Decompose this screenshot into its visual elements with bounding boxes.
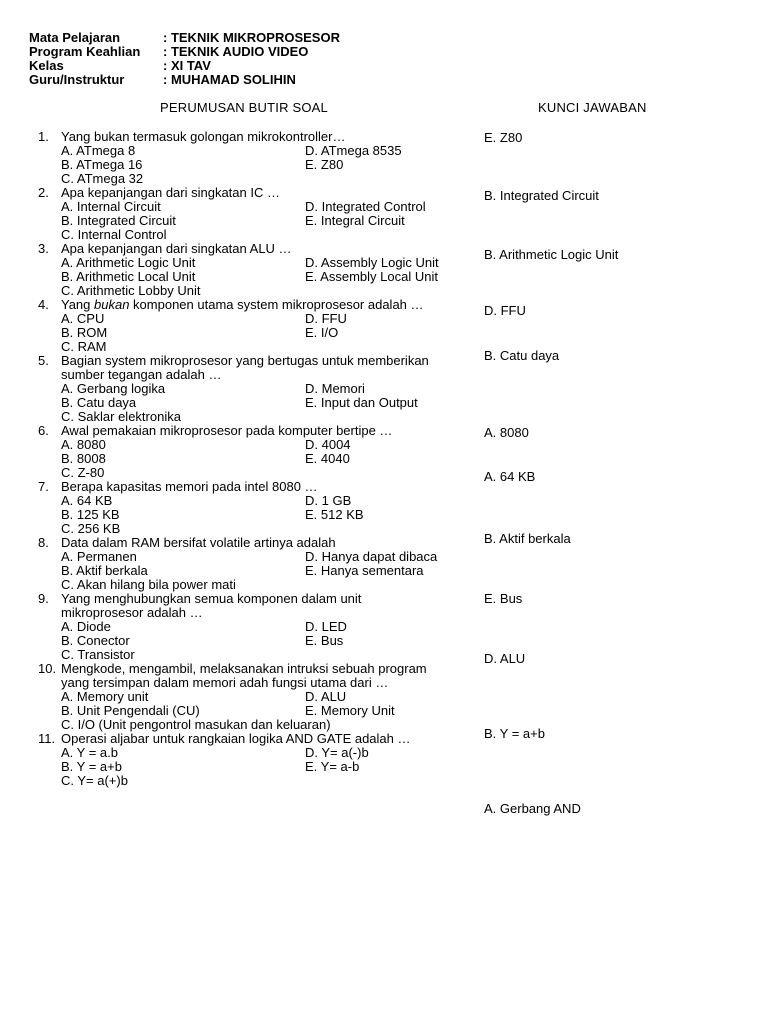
option-right: D. ALU	[305, 689, 347, 704]
document-header	[29, 31, 340, 87]
option-right: D. LED	[305, 619, 347, 634]
question-item	[38, 186, 468, 242]
option-left: A. Memory unit	[61, 689, 149, 704]
question-text: Bagian system mikroprosesor yang bertugas untuk memberikan	[61, 353, 429, 368]
option-row	[38, 620, 468, 634]
header-label: Mata Pelajaran	[29, 30, 121, 45]
header-value: : XI TAV	[163, 58, 211, 73]
option-right: E. 4040	[305, 451, 350, 466]
question-text-continued: sumber tegangan adalah …	[61, 367, 222, 382]
option-left: A. ATmega 8	[61, 143, 136, 158]
question-number: 11.	[38, 731, 56, 746]
option-row	[38, 200, 468, 214]
option-row	[38, 158, 468, 172]
question-number: 3.	[38, 241, 49, 256]
option-left: A. 8080	[61, 437, 106, 452]
option-right: E. Y= a-b	[305, 759, 360, 774]
question-item	[38, 242, 468, 298]
option-left: A. Diode	[61, 619, 111, 634]
option-right: D. Hanya dapat dibaca	[305, 549, 438, 564]
option-right: D. ATmega 8535	[305, 143, 402, 158]
question-number: 10.	[38, 661, 57, 676]
question-item	[38, 732, 468, 788]
option-row	[38, 718, 468, 732]
option-left: B. Conector	[61, 633, 130, 648]
option-row	[38, 172, 468, 186]
option-left: C. Z-80	[61, 465, 105, 480]
option-right: D. 4004	[305, 437, 351, 452]
question-line	[38, 536, 468, 550]
answers-heading: KUNCI JAWABAN	[538, 100, 647, 115]
question-text: Yang menghubungkan semua komponen dalam unit	[61, 591, 362, 606]
questions-heading: PERUMUSAN BUTIR SOAL	[160, 100, 328, 115]
option-left: A. Permanen	[61, 549, 137, 564]
question-number: 1.	[38, 129, 49, 144]
option-row	[38, 760, 468, 774]
option-left: C. Akan hilang bila power mati	[61, 577, 236, 592]
option-right: E. Memory Unit	[305, 703, 395, 718]
answer-key-item: E. Z80	[484, 130, 523, 145]
option-left: B. ATmega 16	[61, 157, 143, 172]
question-line	[38, 298, 468, 312]
question-number: 8.	[38, 535, 49, 550]
header-label: Kelas	[29, 58, 64, 73]
option-left: C. ATmega 32	[61, 171, 144, 186]
option-right: E. Assembly Local Unit	[305, 269, 438, 284]
option-row	[38, 690, 468, 704]
question-line	[38, 186, 468, 200]
question-line	[38, 424, 468, 438]
answer-key-item: B. Y = a+b	[484, 726, 545, 741]
question-item	[38, 592, 468, 662]
option-row	[38, 270, 468, 284]
option-left: B. Unit Pengendali (CU)	[61, 703, 200, 718]
option-right: D. Assembly Logic Unit	[305, 255, 439, 270]
question-text-continued: yang tersimpan dalam memori adah fungsi utama dari …	[61, 675, 389, 690]
option-left: B. Aktif berkala	[61, 563, 148, 578]
header-row-class	[29, 59, 340, 73]
question-text: Data dalam RAM bersifat volatile artinya adalah	[61, 535, 336, 550]
question-number: 4.	[38, 297, 49, 312]
option-left: B. 8008	[61, 451, 106, 466]
option-right: D. 1 GB	[305, 493, 352, 508]
option-right: D. Memori	[305, 381, 365, 396]
option-row	[38, 634, 468, 648]
question-line	[38, 662, 468, 676]
question-item	[38, 480, 468, 536]
question-number: 2.	[38, 185, 49, 200]
answer-key-item: E. Bus	[484, 591, 523, 606]
question-text-continued: mikroprosesor adalah …	[61, 605, 203, 620]
option-left: A. CPU	[61, 311, 105, 326]
question-line	[38, 592, 468, 606]
question-item	[38, 130, 468, 186]
option-row	[38, 396, 468, 410]
answer-key-item: A. 64 KB	[484, 469, 536, 484]
question-text: Operasi aljabar untuk rangkaian logika AND GATE adalah …	[61, 731, 411, 746]
question-item	[38, 424, 468, 480]
answer-key-item: A. Gerbang AND	[484, 801, 581, 816]
question-text: Awal pemakaian mikroprosesor pada komputer bertipe …	[61, 423, 393, 438]
answer-key-item: B. Integrated Circuit	[484, 188, 599, 203]
option-left: B. Y = a+b	[61, 759, 122, 774]
answer-key-item: A. 8080	[484, 425, 529, 440]
option-right: D. Y= a(-)b	[305, 745, 369, 760]
question-line	[38, 242, 468, 256]
option-row	[38, 256, 468, 270]
question-line	[38, 130, 468, 144]
option-right: D. FFU	[305, 311, 347, 326]
header-row-subject	[29, 31, 340, 45]
header-label: Guru/Instruktur	[29, 72, 125, 87]
option-row	[38, 312, 468, 326]
option-left: A. Gerbang logika	[61, 381, 166, 396]
question-item	[38, 354, 468, 424]
option-row	[38, 438, 468, 452]
option-row	[38, 466, 468, 480]
answer-key-item: D. FFU	[484, 303, 526, 318]
question-item	[38, 662, 468, 732]
option-row	[38, 326, 468, 340]
option-left: B. Arithmetic Local Unit	[61, 269, 196, 284]
option-row	[38, 340, 468, 354]
answer-key-item: B. Arithmetic Logic Unit	[484, 247, 619, 262]
option-row	[38, 578, 468, 592]
answer-key-item: D. ALU	[484, 651, 526, 666]
option-row	[38, 452, 468, 466]
header-label: Program Keahlian	[29, 44, 141, 59]
answer-key-item: B. Aktif berkala	[484, 531, 571, 546]
option-left: C. Internal Control	[61, 227, 167, 242]
option-left: B. ROM	[61, 325, 108, 340]
option-row	[38, 494, 468, 508]
option-row	[38, 214, 468, 228]
option-left: A. 64 KB	[61, 493, 113, 508]
option-row	[38, 564, 468, 578]
option-right: D. Integrated Control	[305, 199, 426, 214]
option-left: C. Transistor	[61, 647, 135, 662]
option-left: A. Internal Circuit	[61, 199, 161, 214]
option-right: E. Z80	[305, 157, 344, 172]
option-row	[38, 746, 468, 760]
option-right: E. I/O	[305, 325, 339, 340]
option-row	[38, 522, 468, 536]
header-row-program	[29, 45, 340, 59]
option-row	[38, 508, 468, 522]
option-left: C. I/O (Unit pengontrol masukan dan keluaran)	[61, 717, 331, 732]
answer-key-item: B. Catu daya	[484, 348, 560, 363]
option-row	[38, 704, 468, 718]
header-value: : MUHAMAD SOLIHIN	[163, 72, 296, 87]
question-text: Yang bukan termasuk golongan mikrokontroller…	[61, 129, 346, 144]
option-left: C. 256 KB	[61, 521, 121, 536]
option-left: B. Catu daya	[61, 395, 137, 410]
option-left: C. Saklar elektronika	[61, 409, 181, 424]
option-right: E. Integral Circuit	[305, 213, 405, 228]
question-text: Berapa kapasitas memori pada intel 8080 …	[61, 479, 318, 494]
option-left: C. Y= a(+)b	[61, 773, 128, 788]
option-left: A. Arithmetic Logic Unit	[61, 255, 196, 270]
question-text: Yang bukan komponen utama system mikroprosesor adalah …	[61, 297, 424, 312]
option-left: A. Y = a.b	[61, 745, 118, 760]
question-line	[38, 354, 468, 368]
header-value: : TEKNIK MIKROPROSESOR	[163, 30, 340, 45]
option-right: E. 512 KB	[305, 507, 364, 522]
option-row	[38, 144, 468, 158]
question-line	[38, 732, 468, 746]
question-text: Apa kepanjangan dari singkatan ALU …	[61, 241, 292, 256]
question-number: 6.	[38, 423, 49, 438]
option-right: E. Bus	[305, 633, 344, 648]
question-line	[38, 480, 468, 494]
option-right: E. Hanya sementara	[305, 563, 424, 578]
question-text: Mengkode, mengambil, melaksanakan intruksi sebuah program	[61, 661, 427, 676]
option-row	[38, 774, 468, 788]
option-row	[38, 648, 468, 662]
question-text: Apa kepanjangan dari singkatan IC …	[61, 185, 280, 200]
option-left: C. Arithmetic Lobby Unit	[61, 283, 201, 298]
option-row	[38, 284, 468, 298]
question-number: 9.	[38, 591, 49, 606]
question-item	[38, 536, 468, 592]
question-number: 7.	[38, 479, 49, 494]
question-list	[38, 130, 468, 788]
option-row	[38, 550, 468, 564]
header-row-teacher	[29, 73, 340, 87]
question-number: 5.	[38, 353, 49, 368]
option-row	[38, 410, 468, 424]
option-row	[38, 382, 468, 396]
option-left: B. Integrated Circuit	[61, 213, 176, 228]
question-item	[38, 298, 468, 354]
option-row	[38, 228, 468, 242]
header-value: : TEKNIK AUDIO VIDEO	[163, 44, 309, 59]
option-left: C. RAM	[61, 339, 107, 354]
option-right: E. Input dan Output	[305, 395, 418, 410]
option-left: B. 125 KB	[61, 507, 120, 522]
